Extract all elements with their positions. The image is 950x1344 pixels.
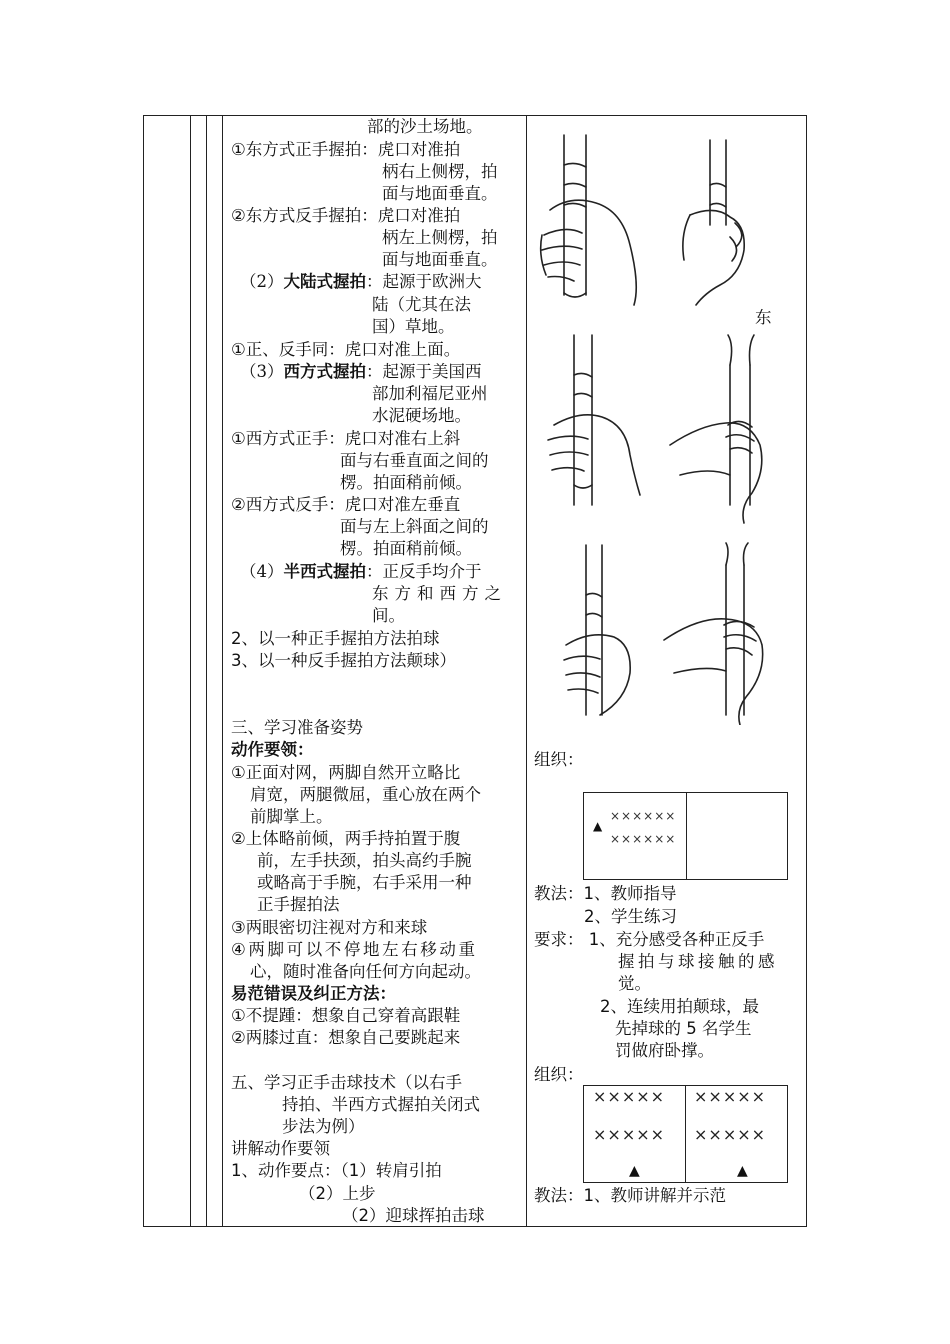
text-line: 讲解动作要领 [231,1139,330,1158]
text-line: ②两膝过直：想象自己要跳起来 [231,1028,461,1047]
text-line: 正手握拍法 [257,895,340,914]
student-row: ××××× [593,1125,666,1144]
text-line: 1、动作要点：（1）转肩引拍 [231,1161,442,1180]
text-line: 2、连续用拍颠球，最 [600,997,759,1016]
text-line: ④两脚可以不停地左右移动重 [231,940,478,959]
section-heading: 三、学习准备姿势 [231,718,363,737]
teacher-marker-icon: ▲ [593,819,603,833]
text-line: ①正面对网，两脚自然开立略比 [231,763,461,782]
text-line: 水泥硬场地。 [372,406,471,425]
item-number: （2） [240,272,284,291]
text-line: （2）迎球挥拍击球 [342,1206,485,1225]
text-line: ③两眼密切注视对方和来球 [231,918,428,937]
org-label: 组织： [534,750,584,769]
text-line: 教法：1、教师讲解并示范 [534,1186,726,1205]
text-line: 陆（尤其在法 [372,295,471,314]
text-line: 柄左上侧楞，拍 [382,228,498,247]
text-line [240,271,482,294]
column-divider [206,115,207,1227]
text-line: 面与地面垂直。 [382,184,498,203]
text-line: 2、以一种正手握拍方法拍球 [231,629,440,648]
text-line: 持拍、半西方式握拍关闭式 [282,1095,480,1114]
text-line: ②东方式反手握拍：虎口对准拍 [231,206,461,225]
text-line: 间。 [372,606,405,625]
section-heading: 五、学习正手击球技术（以右手 [231,1073,462,1092]
subheading: 动作要领： [231,740,314,759]
text-line [240,361,482,384]
text-line: 罚做府卧撑。 [615,1041,714,1060]
text-line: 3、以一种反手握拍方法颠球） [231,651,456,670]
item-number: （4） [240,562,284,581]
text-line: 觉。 [618,974,651,993]
text-line: 肩宽，两腿微屈，重心放在两个 [250,785,481,804]
subheading: 易范错误及纠正方法： [231,984,396,1003]
text-line: 面与右垂直面之间的 [340,451,489,470]
grip-label: 东 [755,308,772,327]
text-line: ①东方式正手握拍：虎口对准拍 [231,140,461,159]
text-line: 心，随时准备向任何方向起动。 [250,962,481,981]
student-row: ××××× [694,1125,767,1144]
text-line: 面与左上斜面之间的 [340,517,489,536]
text-line: 或略高于手腕，右手采用一种 [257,873,472,892]
text-line: 部的沙土场地。 [367,117,483,136]
text-line: 握拍与球接触的感 [618,952,778,971]
student-row: ×××××× [610,809,677,823]
text-line: 面与地面垂直。 [382,250,498,269]
grip-desc: ：起源于欧洲大 [366,272,482,291]
column-divider [222,115,223,1227]
grip-illustration [530,125,800,725]
text-line: 柄右上侧楞，拍 [382,162,498,181]
court-diagram [583,1085,788,1183]
text-line: 东方和西方之 [372,584,507,603]
teacher-marker-icon: ▲ [737,1163,748,1179]
grip-desc: ：起源于美国西 [366,362,482,381]
text-line: 楞。拍面稍前倾。 [340,473,472,492]
item-number: （3） [240,362,284,381]
text-line: 楞。拍面稍前倾。 [340,539,472,558]
grip-name: 西方式握拍 [283,362,366,381]
text-line: ①正、反手同：虎口对准上面。 [231,340,461,359]
court-divider [686,793,687,879]
court-divider [685,1086,686,1182]
student-row: ××××× [593,1087,666,1106]
column-divider [190,115,191,1227]
text-line: 要求： 1、充分感受各种正反手 [534,930,765,949]
text-line: ②上体略前倾，两手持拍置于腹 [231,829,461,848]
teacher-marker-icon: ▲ [629,1163,640,1179]
text-line [240,561,482,584]
org-label: 组织： [534,1065,584,1084]
grip-name: 半西式握拍 [283,562,366,581]
text-line: 前脚掌上。 [250,807,333,826]
column-divider [526,115,527,1227]
text-line: 前，左手扶颈，拍头高约手腕 [257,851,472,870]
text-line: 步法为例） [282,1117,365,1136]
text-line: ②西方式反手：虎口对准左垂直 [231,495,461,514]
text-line: 部加利福尼亚州 [372,384,488,403]
formation-diagram [583,792,788,880]
text-line: ①不提踵：想象自己穿着高跟鞋 [231,1006,461,1025]
student-row: ×××××× [610,832,677,846]
text-line: 国）草地。 [372,317,455,336]
text-line: ①西方式正手：虎口对准右上斜 [231,429,461,448]
text-line: （2）上步 [299,1184,376,1203]
grip-name: 大陆式握拍 [283,272,366,291]
text-line: 2、学生练习 [584,907,677,926]
grip-desc: ：正反手均介于 [366,562,482,581]
text-line: 先掉球的 5 名学生 [615,1019,752,1038]
student-row: ××××× [694,1087,767,1106]
text-line: 教法：1、教师指导 [534,884,677,903]
